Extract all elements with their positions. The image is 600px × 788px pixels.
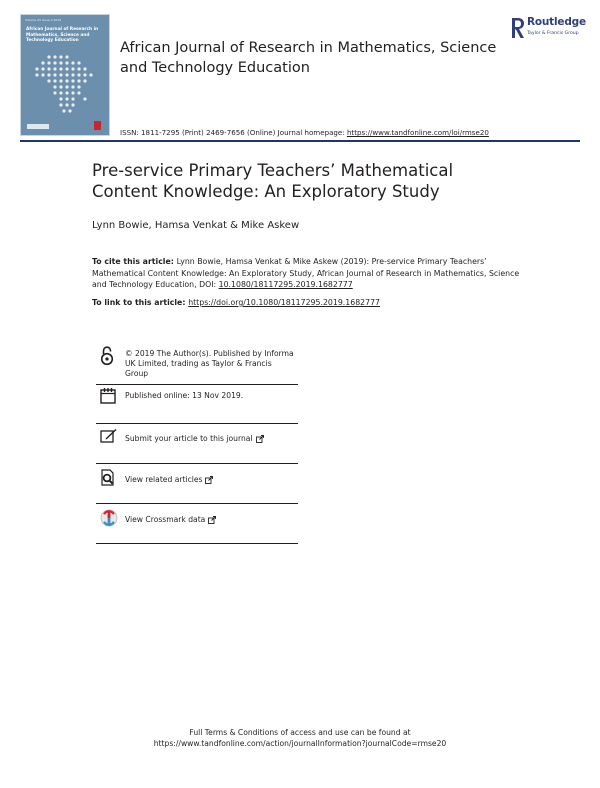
publisher-name: Routledge xyxy=(527,16,586,28)
license-text: © 2019 The Author(s). Published by Informa UK Limited, trading as Taylor & Francis Group xyxy=(125,349,294,378)
cover-publisher-logo xyxy=(27,124,49,129)
journal-title: African Journal of Research in Mathematics, Science and Technology Education xyxy=(120,40,497,76)
crossmark-item[interactable] xyxy=(96,503,298,544)
article-authors: Lynn Bowie, Hamsa Venkat & Mike Askew xyxy=(92,220,300,231)
citation-doi-link[interactable]: 10.1080/18117295.2019.1682777 xyxy=(218,280,353,290)
terms-footer-link[interactable]: https://www.tandfonline.com/action/journalInformation?journalCode=rmse20 xyxy=(153,739,447,748)
external-link-icon xyxy=(208,516,216,524)
license-item xyxy=(96,343,298,385)
submit-article-label: Submit your article to this journal xyxy=(125,434,253,443)
submit-article-link[interactable] xyxy=(125,434,264,444)
article-title: Pre-service Primary Teachers’ Mathematical Content Knowledge: An Exploratory Study xyxy=(92,161,454,201)
terms-footer-line: Full Terms & Conditions of access and use can be found at xyxy=(189,728,411,737)
citation-block xyxy=(92,256,522,291)
crossmark-label: View Crossmark data xyxy=(125,515,206,524)
external-link-icon xyxy=(205,476,213,484)
publisher-subname: Taylor & Francis Group xyxy=(527,31,579,36)
open-access-lock-icon xyxy=(100,346,114,366)
calendar-icon xyxy=(100,387,116,404)
journal-homepage-link[interactable]: https://www.tandfonline.com/loi/rmse20 xyxy=(346,128,489,137)
cover-volume-text: Volume 23 Issue 3 2019 xyxy=(25,18,62,22)
related-articles-label: View related articles xyxy=(125,475,203,484)
publisher-logo xyxy=(510,14,595,46)
magnifier-document-icon xyxy=(100,469,116,486)
external-link-icon xyxy=(256,435,264,443)
related-articles-link[interactable] xyxy=(125,475,213,485)
citation-label: To cite this article: xyxy=(92,257,177,266)
published-date-text: Published online: 13 Nov 2019. xyxy=(125,391,244,400)
submit-article-item[interactable] xyxy=(96,423,298,464)
journal-cover-image xyxy=(20,14,110,136)
crossmark-link[interactable] xyxy=(125,515,216,525)
edit-pencil-icon xyxy=(100,428,117,443)
article-doi-link[interactable]: https://doi.org/10.1080/18117295.2019.1682777 xyxy=(188,298,380,307)
published-item xyxy=(96,384,298,424)
terms-footer xyxy=(0,727,600,749)
article-link-block xyxy=(92,298,380,307)
africa-dots-graphic xyxy=(35,53,95,125)
cover-badge xyxy=(94,121,101,130)
crossmark-icon xyxy=(100,509,118,529)
cover-title: African Journal of Research in Mathematics, Science and Technology Education xyxy=(26,27,99,43)
article-link-label: To link to this article: xyxy=(92,298,189,307)
issn-line xyxy=(120,128,489,137)
related-articles-item[interactable] xyxy=(96,463,298,504)
citation-text: Lynn Bowie, Hamsa Venkat & Mike Askew (2019): Pre-service Primary Teachers’ Mathematical Content Knowledge: An Exploratory Study, African Journal of Research in Mathematics, Science and Technology Education, DOI: xyxy=(92,257,520,290)
issn-text: ISSN: 1811-7295 (Print) 2469-7656 (Online) Journal homepage: xyxy=(120,128,347,137)
header-divider xyxy=(20,140,580,142)
routledge-r-icon xyxy=(511,17,525,39)
